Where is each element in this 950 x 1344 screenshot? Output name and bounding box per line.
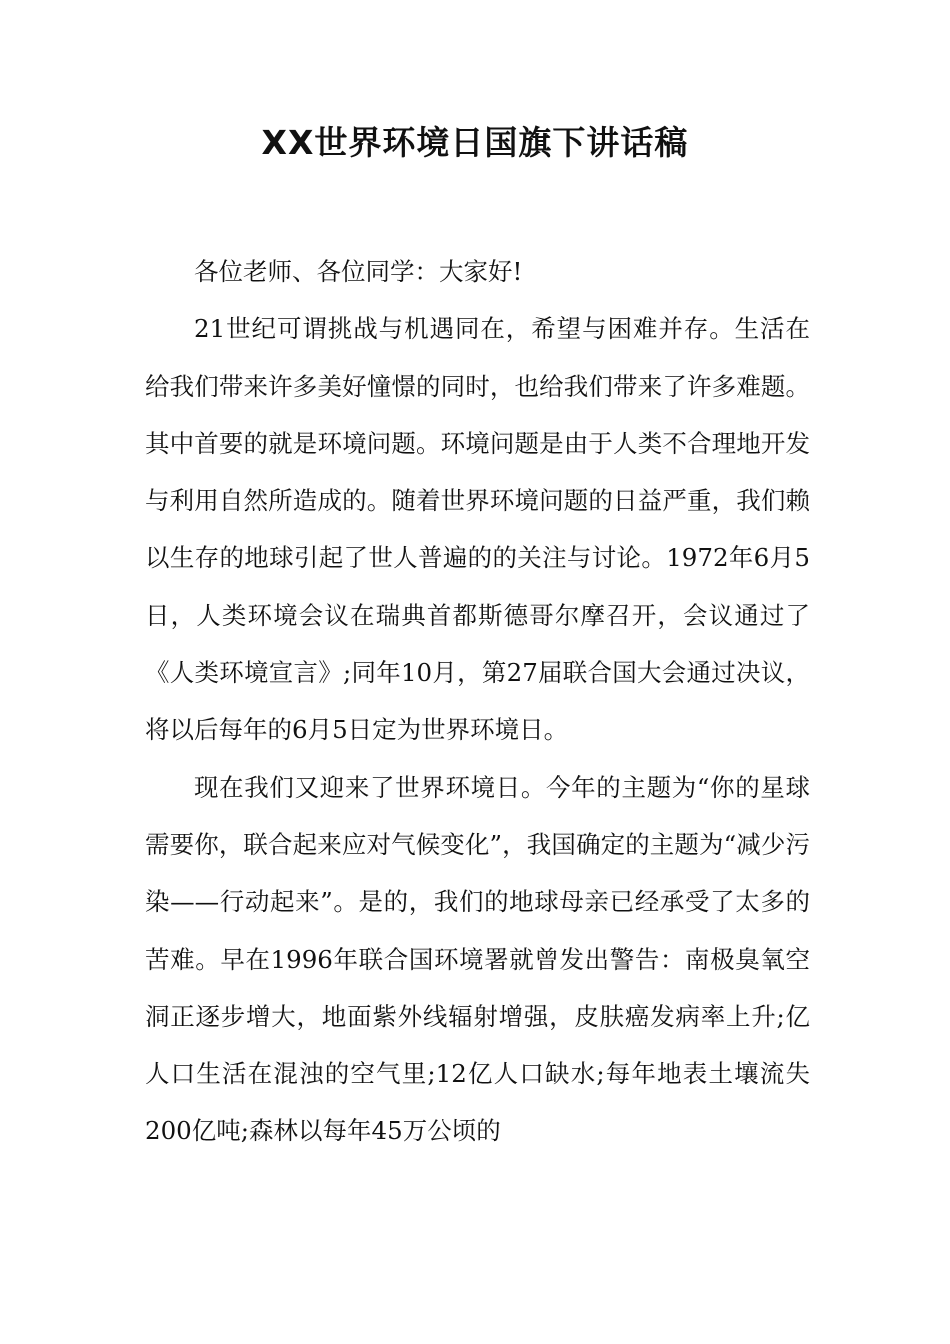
- paragraph-history: 21世纪可谓挑战与机遇同在，希望与困难并存。生活在给我们带来许多美好憧憬的同时，也给我们带来了许多难题。其中首要的就是环境问题。环境问题是由于人类不合理地开发与利用自然所造成的。随着世界环境问题的日益严重，我们赖以生存的地球引起了世人普遍的的关注与讨论。1972年6月5日，人类环境会议在瑞典首都斯德哥尔摩召开，会议通过了《人类环境宣言》;同年10月，第27届联合国大会通过决议，将以后每年的6月5日定为世界环境日。: [145, 314, 810, 745]
- paragraph-greeting: 各位老师、各位同学：大家好!: [194, 257, 523, 286]
- document-title: XX世界环境日国旗下讲话稿: [261, 123, 689, 162]
- paragraph-theme: 现在我们又迎来了世界环境日。今年的主题为“你的星球需要你，联合起来应对气候变化”，我国确定的主题为“减少污染——行动起来”。是的，我们的地球母亲已经承受了太多的苦难。早在1996年联合国环境署就曾发出警告：南极臭氧空洞正逐步增大，地面紫外线辐射增强，皮肤癌发病率上升;亿人口生活在混浊的空气里;12亿人口缺水;每年地表土壤流失200亿吨;森林以每年45万公顷的: [145, 772, 810, 1146]
- document-body: [145, 243, 810, 1160]
